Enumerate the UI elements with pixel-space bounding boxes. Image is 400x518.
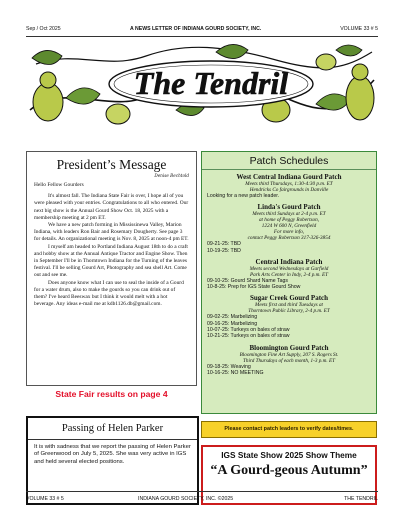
obituary-title: Passing of Helen Parker (61, 423, 164, 434)
presidents-message-title: President’s Message (56, 157, 167, 172)
show-theme-value: “A Gourd-geous Autumn” (210, 463, 368, 478)
patch-name: Linda's Gourd Patch (257, 203, 321, 212)
footer-volume: VOLUME 33 # 5 (26, 496, 64, 502)
patch-info: For more info, (273, 229, 305, 236)
patch-info: Park Arts Center in Indy, 2-4 p.m. ET (250, 271, 328, 278)
footer-society: INDIANA GOURD SOCIETY, INC. ©2025 (138, 496, 234, 502)
patch-group (207, 344, 371, 377)
message-paragraph: I myself am headed to Portland Indiana August 18th to do a craft and hobby show at the Annual Antique Tractor and Engine Show. Then in September I'll be in Thorntown Indiana for the Turning of the leaves festival. I'll be selling Gourd Art, Photography and sea shell Art. Come out and see me. (34, 243, 188, 279)
contact-note: Please contact patch leaders to verify dates/times. (201, 421, 377, 438)
page-header (26, 24, 378, 36)
message-paragraph: It's almost fall. The Indiana State Fair is over, I hope all of you were pleased with your entries. Congratulations to all who entered. Our next big show is the Annual Gourd Show Oct. 18, 2025 with a membership meeting at 2 pm ET. (34, 193, 189, 221)
show-theme-label: IGS State Show 2025 Show Theme (221, 450, 357, 460)
greeting: Hello Fellow Gourders (34, 182, 84, 188)
schedules-divider (202, 169, 376, 170)
patch-info: contact Peggy Robertson 317-326-3854 (247, 235, 331, 242)
header-divider (26, 36, 378, 37)
patch-info: Meets second Wednesdays at Garfield (249, 265, 329, 272)
patch-info: Hendricks Co fairgrounds in Danville (249, 187, 329, 193)
patch-name: Sugar Creek Gourd Patch (249, 294, 329, 303)
patch-group (207, 294, 371, 339)
patch-group (207, 173, 371, 199)
newsletter-tagline: A NEWS LETTER OF INDIANA GOURD SOCIETY, INC. (130, 26, 262, 32)
patch-note: 09-18-25: Weaving (207, 363, 251, 370)
patch-info: Third Thursdays of each month, 1-3 p.m. ET (242, 357, 336, 364)
issue-date: Sep / Oct 2025 (26, 26, 61, 32)
footer-divider (26, 491, 378, 492)
masthead-banner (26, 40, 378, 126)
patch-info: Meets first and third Tuesdays at (255, 302, 323, 309)
message-paragraph: We have a new patch forming in Mississinewa Valley, Marion Indiana, with leaders Ron Bair and Rosemary Dougherty. See page 3 for details. An organizational meeting is Nov. 8, 2025 at noon-4 pm ET. (34, 222, 189, 243)
patch-note: 10-21-25: Turkeys on bales of straw (207, 333, 290, 340)
footer-newsletter-name: THE TENDRIL (344, 496, 378, 502)
patch-note: 10-07-25: Turkeys on bales of straw (207, 327, 290, 334)
patch-note: 09-02-25: Marbelizing (207, 314, 258, 321)
volume-number: VOLUME 33 # 5 (340, 26, 378, 32)
patch-schedules (201, 151, 377, 414)
patch-name: Central Indiana Patch (255, 257, 323, 266)
masthead-title: The Tendril (133, 65, 289, 101)
patch-name: West Central Indiana Gourd Patch (236, 173, 342, 181)
patch-info: 1224 W 600 N, Greenfield (261, 223, 317, 230)
patch-note: 10-19-25: TBD (207, 247, 241, 254)
patch-info: Meets third Thursdays, 1:30-4:30 p.m. ET (245, 181, 333, 187)
patch-note: 10-8-25: Prep for IGS State Gourd Show (207, 284, 301, 291)
patch-info: Thorntown Public Library, 2-4 p.m. ET (248, 308, 330, 315)
patch-note: Looking for a new patch leader. (207, 193, 280, 199)
patch-group (207, 203, 371, 254)
message-paragraph: Does anyone know what I can use to seal the inside of a Gourd for a water drum, also to make the gourds so you can drink out of them? I've heard Beeswax but I think it would melt with a hot beverage. Any ideas e-mail me at kdb1126.db@gmail.com. (34, 279, 184, 308)
patch-note: 10-16-25: NO MEETING (207, 369, 264, 376)
page-footer (26, 494, 378, 506)
patch-group (207, 258, 371, 291)
state-fair-note: State Fair results on page 4 (55, 389, 168, 399)
author-byline: Denise Bechtold (154, 173, 189, 178)
patch-name: Bloomington Gourd Patch (249, 343, 329, 352)
patch-info: Meets third Sundays at 2-4 p.m. ET (252, 211, 326, 218)
presidents-message (26, 151, 197, 386)
gourd-vine-illustration (26, 40, 378, 126)
patch-info: Bloomington Fine Art Supply, 207 S. Rogers St. (239, 351, 339, 358)
obituary-divider (28, 439, 197, 440)
obituary-text: It is with sadness that we report the passing of Helen Parker of Greenwood on July 5, 2025. She was very active in IGS and held several elected positions. (34, 444, 191, 465)
patch-note: 09-16-25: Marbelizing (207, 320, 258, 327)
patch-schedules-title: Patch Schedules (249, 155, 329, 167)
patch-note: 09-10-25: Gourd Shard Name Tags (207, 277, 288, 284)
patch-note: 09-21-25: TBD (207, 241, 241, 248)
patch-info: at home of Peggy Robertson, (258, 217, 320, 224)
